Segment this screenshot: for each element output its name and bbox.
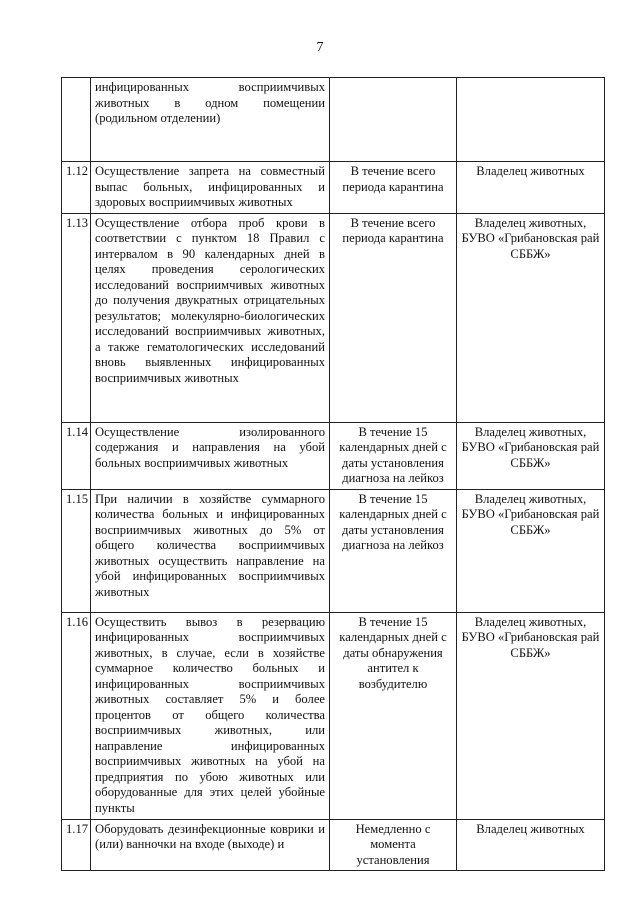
row-term: Немедленно с момента установления bbox=[330, 819, 457, 871]
row-responsible: Владелец животных, БУВО «Грибановская рай СББЖ» bbox=[457, 489, 605, 612]
row-responsible: Владелец животных bbox=[457, 162, 605, 214]
page-number: 7 bbox=[316, 40, 324, 55]
row-responsible: Владелец животных bbox=[457, 819, 605, 871]
row-term: В течение всего периода карантина bbox=[330, 162, 457, 214]
row-number: 1.16 bbox=[62, 612, 91, 819]
measures-table bbox=[61, 77, 605, 871]
table-row bbox=[62, 78, 605, 162]
table-row bbox=[62, 819, 605, 871]
table-row bbox=[62, 489, 605, 612]
row-term: В течение 15 календарных дней с даты обнаружения антител к возбудителю bbox=[330, 612, 457, 819]
row-term: В течение всего периода карантина bbox=[330, 213, 457, 422]
row-action: Осуществление изолированного содержания и направления на убой больных восприимчивых животных bbox=[91, 422, 330, 489]
row-responsible: Владелец животных, БУВО «Грибановская рай СББЖ» bbox=[457, 213, 605, 422]
row-action: Осуществление отбора проб крови в соответствии с пунктом 18 Правил с интервалом в 90 календарных дней в целях проведения серологических исследований восприимчивых животных до получения двукратных отрицательных результатов; молекулярно-биологических исследований восприимчивых животных, а также гематологических исследований вновь выявленных инфицированных восприимчивых животных bbox=[91, 213, 330, 422]
row-number: 1.14 bbox=[62, 422, 91, 489]
row-action: Осуществление запрета на совместный выпас больных, инфицированных и здоровых восприимчивых животных bbox=[91, 162, 330, 214]
row-number bbox=[62, 78, 91, 162]
table-row bbox=[62, 162, 605, 214]
row-action: инфицированных восприимчивых животных в одном помещении (родильном отделении) bbox=[91, 78, 330, 162]
row-responsible: Владелец животных, БУВО «Грибановская рай СББЖ» bbox=[457, 422, 605, 489]
row-term: В течение 15 календарных дней с даты установления диагноза на лейкоз bbox=[330, 489, 457, 612]
table-row bbox=[62, 213, 605, 422]
row-action: При наличии в хозяйстве суммарного количества больных и инфицированных восприимчивых животных до 5% от общего количества восприимчивых животных осуществить направление на убой инфицированных восприимчивых животных bbox=[91, 489, 330, 612]
table-row bbox=[62, 612, 605, 819]
row-number: 1.12 bbox=[62, 162, 91, 214]
row-number: 1.15 bbox=[62, 489, 91, 612]
row-term bbox=[330, 78, 457, 162]
row-number: 1.17 bbox=[62, 819, 91, 871]
row-action: Оборудовать дезинфекционные коврики и (или) ванночки на входе (выходе) и bbox=[91, 819, 330, 871]
table-row bbox=[62, 422, 605, 489]
row-action: Осуществить вывоз в резервацию инфицированных восприимчивых животных, в случае, если в хозяйстве суммарное количество больных и инфицированных восприимчивых животных составляет 5% и более процентов от общего количества восприимчивых животных, или направление инфицированных восприимчивых животных на убой на предприятия по убою животных или оборудованные для этих целей убойные пункты bbox=[91, 612, 330, 819]
row-number: 1.13 bbox=[62, 213, 91, 422]
row-responsible bbox=[457, 78, 605, 162]
row-term: В течение 15 календарных дней с даты установления диагноза на лейкоз bbox=[330, 422, 457, 489]
row-responsible: Владелец животных, БУВО «Грибановская рай СББЖ» bbox=[457, 612, 605, 819]
